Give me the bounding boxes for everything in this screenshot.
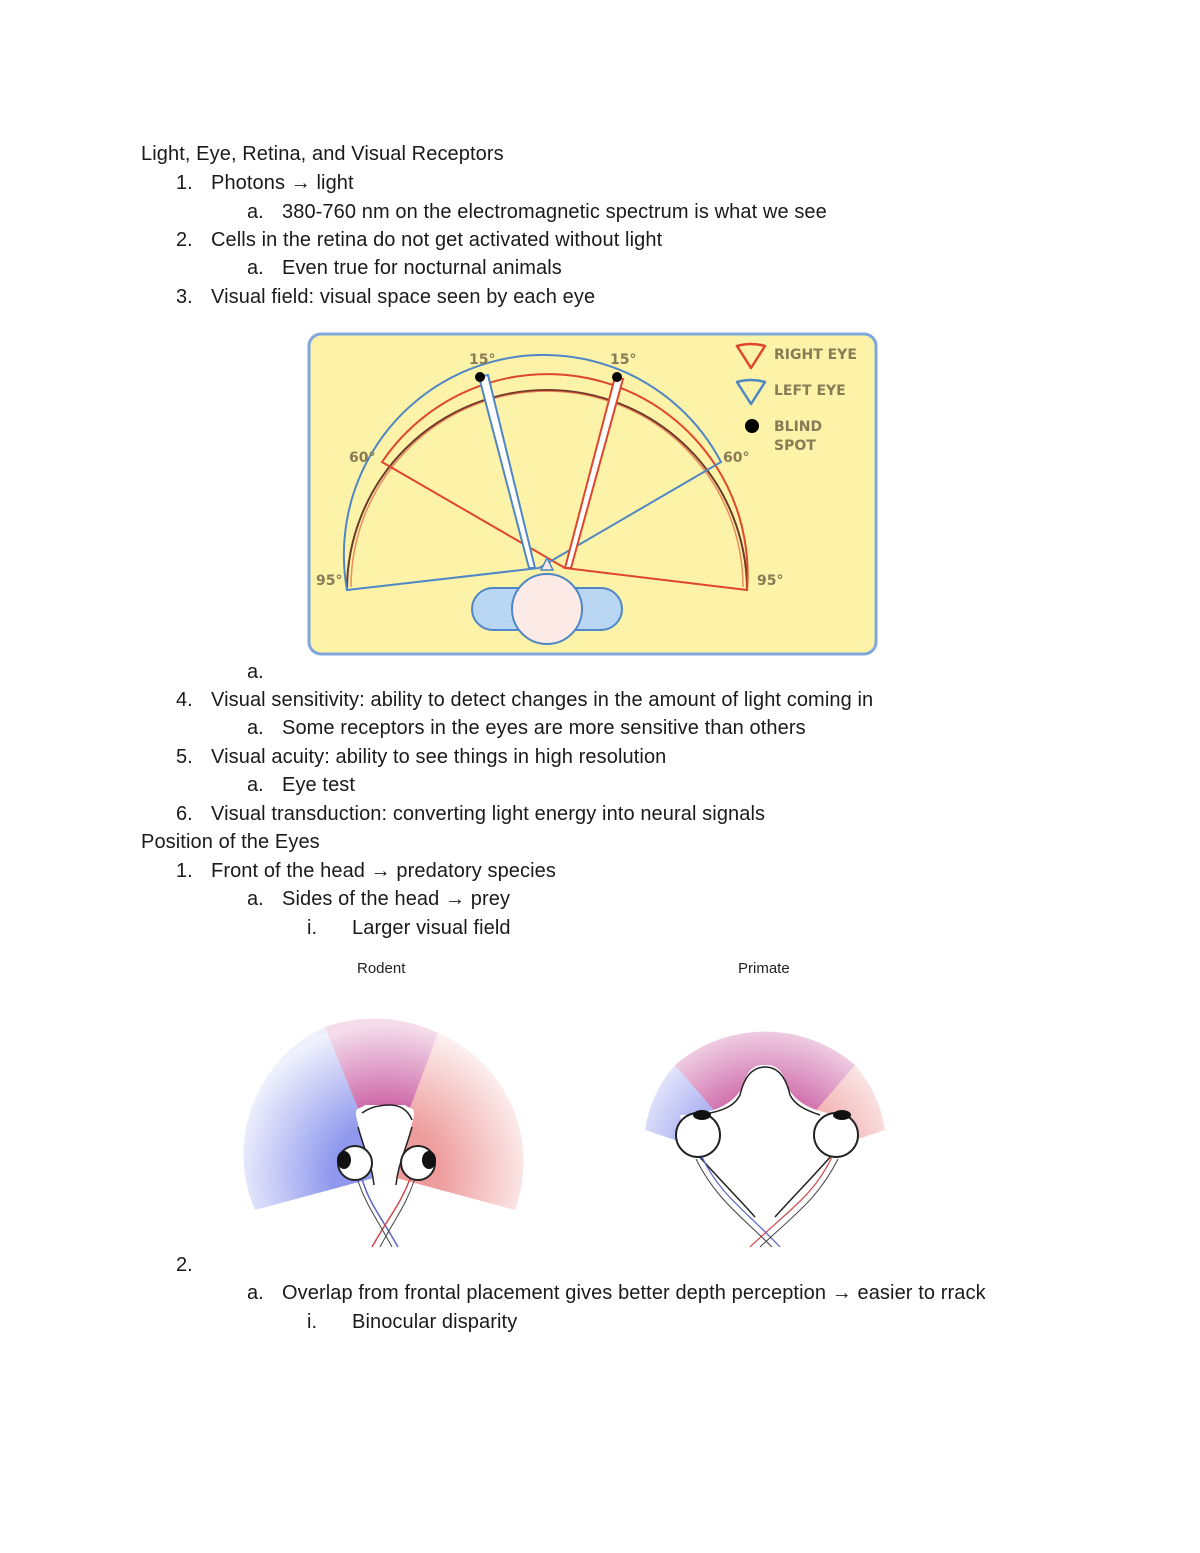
list-subsubitem: Larger visual field	[352, 917, 511, 939]
legend-right-eye: RIGHT EYE	[774, 347, 857, 363]
list-item: Front of the head → predatory species	[211, 860, 556, 882]
list-subitem: 380-760 nm on the electromagnetic spectrum is what we see	[282, 201, 827, 223]
list-marker: 6.	[176, 803, 193, 825]
legend-blind-spot-line1: BLIND	[774, 419, 823, 435]
list-marker: 5.	[176, 746, 193, 768]
list-item: Visual field: visual space seen by each eye	[211, 286, 596, 308]
list-item: Visual acuity: ability to see things in high resolution	[211, 746, 667, 768]
list-marker: 3.	[176, 286, 193, 308]
primate-left-eye	[676, 1113, 720, 1157]
list-marker: a.	[247, 717, 264, 739]
list-marker: a.	[247, 888, 264, 910]
list-marker: a.	[247, 661, 264, 683]
angle-label-15-left: 15°	[469, 352, 496, 368]
blind-spot-legend-icon	[745, 419, 759, 433]
section-heading: Position of the Eyes	[141, 831, 320, 853]
primate-label: Primate	[738, 960, 790, 977]
angle-label-60-left: 60°	[349, 450, 376, 466]
list-marker: a.	[247, 257, 264, 279]
list-subsubitem: Binocular disparity	[352, 1311, 518, 1333]
list-item: Photons → light	[211, 172, 354, 194]
list-marker: a.	[247, 1282, 264, 1304]
visual-field-diagram	[307, 332, 878, 656]
list-subitem: Overlap from frontal placement gives better depth perception → easier to rrack	[282, 1282, 986, 1304]
head	[512, 574, 582, 644]
primate-left-pupil	[693, 1110, 711, 1120]
list-subitem: Even true for nocturnal animals	[282, 257, 562, 279]
blind-spot-dot-right	[612, 372, 622, 382]
angle-label-60-right: 60°	[723, 450, 750, 466]
primate-right-pupil	[833, 1110, 851, 1120]
list-marker: i.	[307, 917, 317, 939]
list-item: Cells in the retina do not get activated without light	[211, 229, 663, 251]
angle-label-95-right: 95°	[757, 573, 784, 589]
legend-left-eye: LEFT EYE	[774, 383, 846, 399]
list-subitem: Some receptors in the eyes are more sensitive than others	[282, 717, 806, 739]
blind-spot-dot-left	[475, 372, 485, 382]
list-marker: a.	[247, 201, 264, 223]
list-marker: a.	[247, 774, 264, 796]
angle-label-95-left: 95°	[316, 573, 343, 589]
angle-label-15-right: 15°	[610, 352, 637, 368]
rodent-right-pupil	[422, 1151, 436, 1169]
list-marker: 1.	[176, 860, 193, 882]
list-subitem: Eye test	[282, 774, 356, 796]
list-marker: 2.	[176, 229, 193, 251]
primate-right-eye	[814, 1113, 858, 1157]
list-item: Visual sensitivity: ability to detect changes in the amount of light coming in	[211, 689, 874, 711]
list-marker: 2.	[176, 1254, 193, 1276]
list-item: Visual transduction: converting light energy into neural signals	[211, 803, 766, 825]
rodent-primate-diagram	[240, 955, 900, 1250]
legend-blind-spot-line2: SPOT	[774, 438, 816, 454]
rodent-label: Rodent	[357, 960, 406, 977]
list-marker: 1.	[176, 172, 193, 194]
section-heading: Light, Eye, Retina, and Visual Receptors	[141, 143, 504, 165]
list-marker: i.	[307, 1311, 317, 1333]
list-marker: 4.	[176, 689, 193, 711]
list-subitem: Sides of the head → prey	[282, 888, 511, 910]
rodent-left-pupil	[337, 1151, 351, 1169]
